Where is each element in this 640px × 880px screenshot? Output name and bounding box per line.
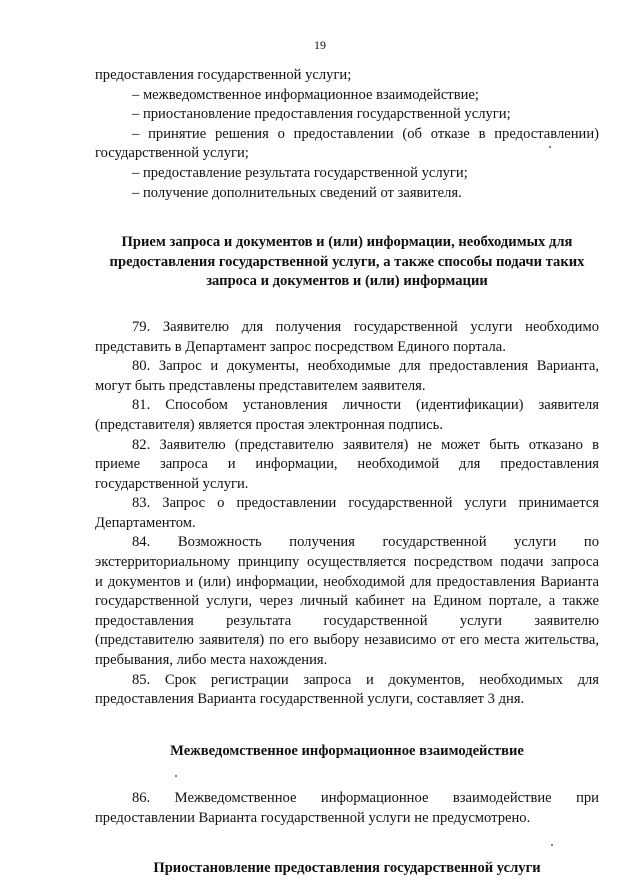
paragraph-line: государственной услуги, через личный кабинет на Едином портале, а также <box>95 593 599 610</box>
paragraph-line: пребывания, либо места нахождения. <box>95 652 328 669</box>
scan-speck <box>549 146 551 148</box>
paragraph-83 <box>95 494 599 533</box>
paragraph-line: Департаментом. <box>95 514 196 531</box>
paragraph-85 <box>95 671 599 710</box>
paragraph-80 <box>95 357 599 396</box>
paragraph-line: предоставления Варианта государственной услуги, составляет 3 дня. <box>95 691 525 708</box>
paragraph-line: 84. Возможность получения государственной услуги по <box>132 534 599 551</box>
heading-line: предоставления государственной услуги, а также способы подачи таких <box>109 253 585 270</box>
paragraph-line: государственной услуги. <box>95 475 249 492</box>
paragraph-line: 80. Запрос и документы, необходимые для предоставления Варианта, <box>132 358 599 375</box>
paragraph-line: экстерриториальному принципу осуществляется посредством подачи запроса <box>95 554 599 571</box>
paragraph-line: и документов и (или) информации, необходимой для предоставления Варианта <box>95 573 599 590</box>
page-content <box>95 66 599 878</box>
paragraph-line: предоставления результата государственной услуги заявителю <box>95 612 599 629</box>
paragraph-line: 86. Межведомственное информационное взаимодействие при <box>132 790 599 807</box>
paragraph-line: 85. Срок регистрации запроса и документов, необходимых для <box>132 671 599 688</box>
section-heading <box>95 233 599 292</box>
heading-line: Межведомственное информационное взаимодействие <box>170 742 524 759</box>
list-item: – приостановление предоставления государственной услуги; <box>132 106 511 123</box>
list-item: – предоставление результата государственной услуги; <box>132 164 468 181</box>
paragraph-79 <box>95 318 599 357</box>
paragraph-line: приеме запроса и информации, необходимой для предоставления <box>95 456 599 473</box>
paragraph-82 <box>95 436 599 495</box>
paragraph-line: предоставлении Варианта государственной услуги не предусмотрено. <box>95 810 531 826</box>
section-heading <box>95 859 599 879</box>
paragraph-line: 83. Запрос о предоставлении государственной услуги принимается <box>132 495 599 512</box>
list-item-continuation: государственной услуги; <box>95 145 249 162</box>
paragraph-line: 79. Заявителю для получения государственной услуги необходимо <box>132 318 599 335</box>
list-item: – принятие решения о предоставлении (об отказе в предоставлении) <box>132 125 599 142</box>
scan-speck <box>175 775 177 777</box>
scan-speck <box>551 844 553 846</box>
page-number: 19 <box>314 38 326 52</box>
paragraph-line: (представителю заявителя) по его выбору независимо от его места жительства, <box>95 632 599 649</box>
heading-line: Прием запроса и документов и (или) информации, необходимых для <box>121 234 573 251</box>
list-item: – межведомственное информационное взаимодействие; <box>132 86 479 103</box>
list-intro: предоставления государственной услуги; <box>95 67 352 83</box>
paragraph-line: представить в Департамент запрос посредством Единого портала. <box>95 338 506 355</box>
paragraph-81 <box>95 396 599 435</box>
heading-line: Приостановление предоставления государственной услуги <box>153 859 541 876</box>
paragraph-line: 82. Заявителю (представителю заявителя) не может быть отказано в <box>132 436 599 453</box>
section-heading <box>95 742 599 762</box>
paragraph-84 <box>95 533 599 670</box>
paragraph-86 <box>95 789 599 828</box>
paragraph-line: могут быть представлены представителем заявителя. <box>95 377 426 394</box>
heading-line: запроса и документов и (или) информации <box>206 273 488 290</box>
paragraph-line: (представителя) является простая электронная подпись. <box>95 416 443 433</box>
paragraph-line: 81. Способом установления личности (идентификации) заявителя <box>132 397 599 414</box>
list-item: – получение дополнительных сведений от заявителя. <box>132 184 462 201</box>
